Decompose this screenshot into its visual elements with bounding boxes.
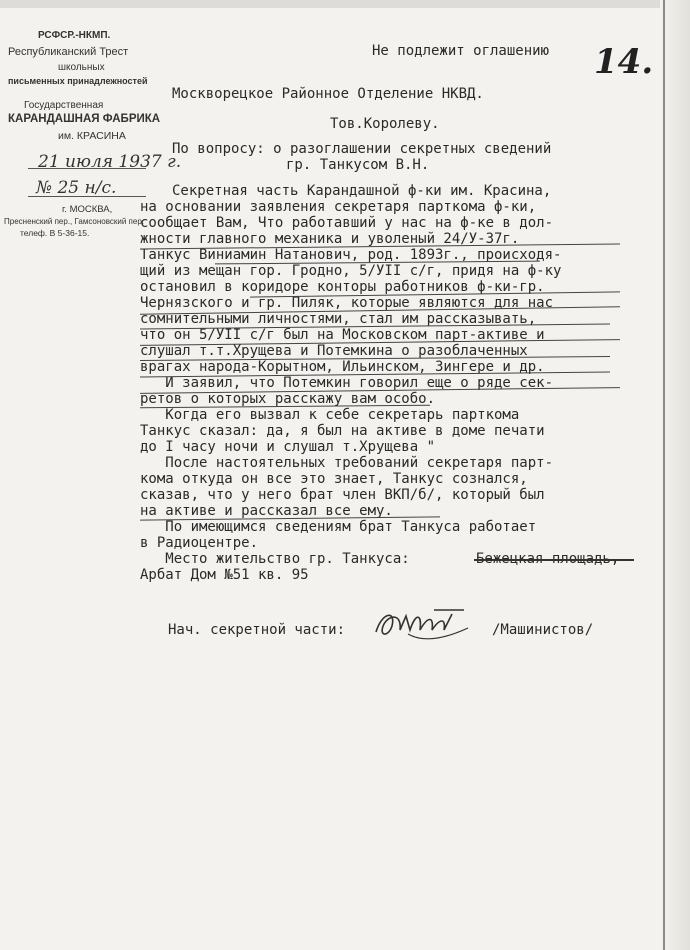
stamp-line-5: Государственная: [24, 100, 104, 111]
body-line: После настоятельных требований секретаря парт-: [140, 455, 554, 471]
signatory-name: /Машинистов/: [492, 622, 594, 638]
page-edge-line: [663, 0, 665, 950]
address-line: Арбат Дом №51 кв. 95: [140, 567, 309, 583]
body-line: что он 5/УII с/г был на Московском парт-активе и: [140, 327, 545, 343]
stamp-address: Пресненский пер., Гамсоновский пер.: [4, 217, 145, 226]
body-line: кома откуда он все это знает, Танкус сознался,: [140, 471, 528, 487]
body-line: ретов о которых расскажу вам особо.: [140, 391, 436, 407]
subject-line-2: гр. Танкусом В.Н.: [286, 157, 430, 173]
page-number-handwritten: 14.: [594, 42, 654, 82]
handwritten-signature: [372, 602, 472, 646]
body-line: По имеющимся сведениям брат Танкуса работает: [140, 519, 537, 535]
body-line: в Радиоцентре.: [140, 535, 259, 551]
recipient-person: Тов.Королеву.: [330, 116, 440, 132]
stamp-number: № 25 н/с.: [36, 178, 117, 198]
stamp-number-rule: [28, 196, 146, 197]
subject-line-1: По вопросу: о разоглашении секретных сведений: [172, 141, 552, 157]
stamp-line-3: школьных: [58, 62, 105, 73]
body-line: жности главного механика и уволеный 24/У-37г.: [140, 231, 520, 247]
body-line: на активе и рассказал все ему.: [140, 503, 393, 519]
letterhead-stamp: [0, 0, 182, 240]
body-line: до I часу ночи и слушал т.Хрущева ": [140, 439, 436, 455]
stamp-line-6: КАРАНДАШНАЯ ФАБРИКА: [8, 113, 161, 125]
body-line: Танкус Виниамин Натанович, род. 1893г., происходя-: [140, 247, 562, 263]
body-line: сказав, что у него брат член ВКП/б/, который был: [140, 487, 545, 503]
body-line: Чернязского и гр. Пиляк, которые являются для нас: [140, 295, 554, 311]
body-line: Секретная часть Карандашной ф-ки им. Красина,: [172, 183, 552, 199]
stamp-city: г. МОСКВА,: [62, 204, 113, 215]
stamp-line-1: РСФСР.-НКМП.: [38, 30, 111, 41]
stamp-date-rule: [28, 168, 146, 169]
body-line: Когда его вызвал к себе секретарь парткома: [140, 407, 520, 423]
body-line: слушал т.т.Хрущева и Потемкина о разоблаченных: [140, 343, 528, 359]
stamp-phone: телеф. В 5-36-15.: [20, 228, 90, 238]
body-line: сомнительными личностями, стал им рассказывать,: [140, 311, 537, 327]
body-line: врагах народа-Корытном, Ильинском, Зингере и др.: [140, 359, 545, 375]
stamp-date: 21 июля 1937 г.: [38, 152, 182, 172]
body-line: сообщает Вам, Что работавший у нас на ф-ке в дол-: [140, 215, 554, 231]
body-line: остановил в коридоре конторы работников ф-ки-гр.: [140, 279, 545, 295]
body-line: Место жительство гр. Танкуса:: [140, 551, 410, 567]
address-struck-out: Бежецкая площадь,: [476, 551, 620, 567]
body-line: И заявил, что Потемкин говорил еще о ряде сек-: [140, 375, 554, 391]
signature-title: Нач. секретной части:: [168, 622, 346, 638]
strikethrough-line: [474, 559, 634, 561]
stamp-line-2: Республиканский Трест: [8, 46, 129, 58]
recipient-organization: Москворецкое Районное Отделение НКВД.: [172, 86, 484, 102]
body-line: Танкус сказал: да, я был на активе в доме печати: [140, 423, 545, 439]
body-line: щий из мещан гор. Гродно, 5/УII с/г, придя на ф-ку: [140, 263, 562, 279]
stamp-line-4: письменных принадлежностей: [8, 76, 148, 86]
body-line: на основании заявления секретаря парткома ф-ки,: [140, 199, 537, 215]
classification-label: Не подлежит оглашению: [372, 43, 550, 59]
stamp-line-7: им. КРАСИНА: [58, 130, 126, 142]
